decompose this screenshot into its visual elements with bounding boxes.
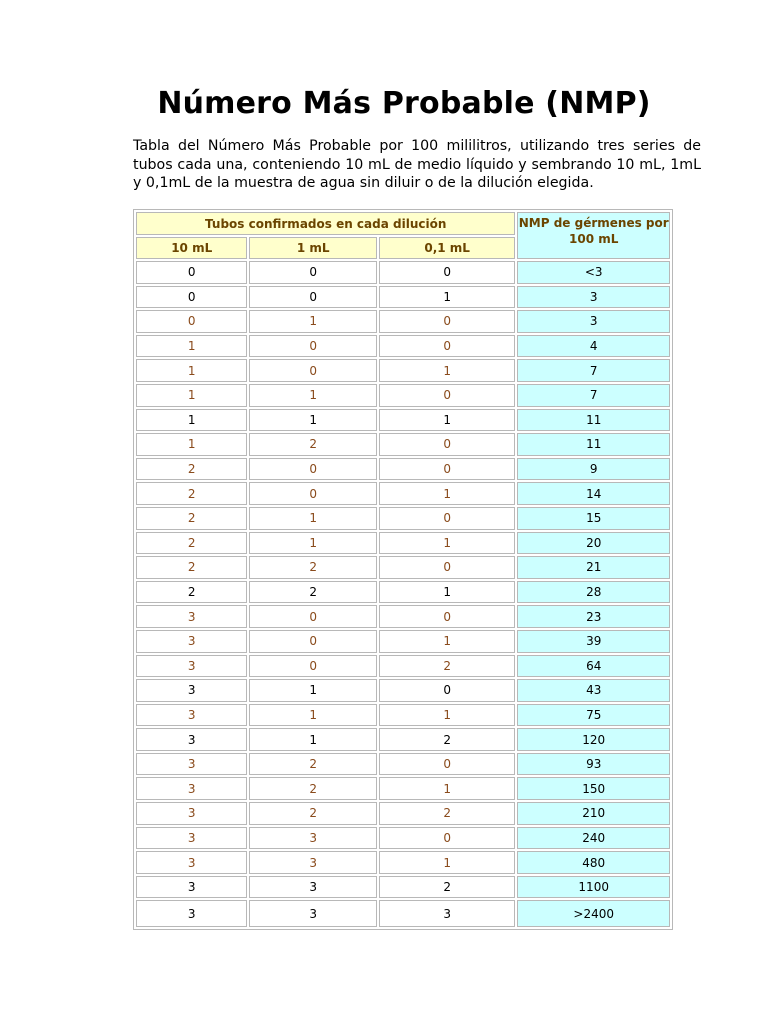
cell-10ml: 3 xyxy=(136,777,247,800)
cell-01ml: 2 xyxy=(379,876,516,899)
cell-nmp: 15 xyxy=(517,507,670,530)
table-row xyxy=(136,556,670,579)
cell-01ml: 1 xyxy=(379,630,516,653)
cell-01ml: 1 xyxy=(379,704,516,727)
cell-1ml: 0 xyxy=(249,605,376,628)
cell-nmp: 4 xyxy=(517,335,670,358)
nmp-header: NMP de gérmenes por 100 mL xyxy=(517,212,670,259)
cell-1ml: 2 xyxy=(249,581,376,604)
cell-01ml: 0 xyxy=(379,605,516,628)
table-row xyxy=(136,507,670,530)
cell-1ml: 2 xyxy=(249,556,376,579)
cell-01ml: 0 xyxy=(379,261,516,284)
cell-01ml: 1 xyxy=(379,581,516,604)
cell-10ml: 3 xyxy=(136,827,247,850)
cell-10ml: 2 xyxy=(136,556,247,579)
cell-nmp: 11 xyxy=(517,433,670,456)
cell-01ml: 1 xyxy=(379,777,516,800)
table-row xyxy=(136,630,670,653)
cell-01ml: 0 xyxy=(379,458,516,481)
cell-nmp: 21 xyxy=(517,556,670,579)
cell-01ml: 0 xyxy=(379,827,516,850)
table-row xyxy=(136,753,670,776)
intro-paragraph: Tabla del Número Más Probable por 100 mililitros, utilizando tres series de tubos cada una, conteniendo 10 mL de medio líquido y sembrando 10 mL, 1mL y 0,1mL de la muestra de agua sin diluir o de la dilución elegida. xyxy=(133,138,701,191)
cell-nmp: 150 xyxy=(517,777,670,800)
cell-nmp: <3 xyxy=(517,261,670,284)
cell-01ml: 0 xyxy=(379,507,516,530)
cell-10ml: 3 xyxy=(136,605,247,628)
table-row xyxy=(136,827,670,850)
cell-10ml: 1 xyxy=(136,335,247,358)
cell-10ml: 1 xyxy=(136,433,247,456)
cell-10ml: 0 xyxy=(136,261,247,284)
cell-nmp: 75 xyxy=(517,704,670,727)
table-row xyxy=(136,384,670,407)
cell-01ml: 0 xyxy=(379,384,516,407)
cell-10ml: 1 xyxy=(136,359,247,382)
cell-1ml: 0 xyxy=(249,630,376,653)
table-row xyxy=(136,605,670,628)
cell-10ml: 3 xyxy=(136,704,247,727)
cell-1ml: 2 xyxy=(249,753,376,776)
table-row xyxy=(136,310,670,333)
column-header-1ml: 1 mL xyxy=(249,237,376,259)
cell-10ml: 3 xyxy=(136,851,247,874)
cell-1ml: 0 xyxy=(249,458,376,481)
cell-01ml: 2 xyxy=(379,655,516,678)
table-row xyxy=(136,359,670,382)
cell-01ml: 0 xyxy=(379,433,516,456)
cell-nmp: 7 xyxy=(517,384,670,407)
cell-10ml: 1 xyxy=(136,409,247,432)
table-row xyxy=(136,286,670,309)
table-row xyxy=(136,679,670,702)
table-row xyxy=(136,261,670,284)
cell-10ml: 0 xyxy=(136,286,247,309)
cell-1ml: 1 xyxy=(249,507,376,530)
cell-10ml: 3 xyxy=(136,802,247,825)
cell-1ml: 1 xyxy=(249,384,376,407)
cell-10ml: 3 xyxy=(136,900,247,927)
cell-10ml: 1 xyxy=(136,384,247,407)
cell-1ml: 3 xyxy=(249,876,376,899)
table-row xyxy=(136,458,670,481)
cell-1ml: 0 xyxy=(249,261,376,284)
cell-nmp: 43 xyxy=(517,679,670,702)
cell-nmp: 39 xyxy=(517,630,670,653)
column-header-10ml: 10 mL xyxy=(136,237,247,259)
cell-01ml: 2 xyxy=(379,802,516,825)
cell-01ml: 3 xyxy=(379,900,516,927)
cell-nmp: 28 xyxy=(517,581,670,604)
cell-10ml: 3 xyxy=(136,876,247,899)
table-row xyxy=(136,482,670,505)
cell-01ml: 1 xyxy=(379,359,516,382)
cell-nmp: 3 xyxy=(517,310,670,333)
cell-01ml: 0 xyxy=(379,310,516,333)
table-row xyxy=(136,655,670,678)
group-header: Tubos confirmados en cada dilución xyxy=(136,212,515,235)
cell-01ml: 0 xyxy=(379,335,516,358)
table-row xyxy=(136,876,670,899)
cell-1ml: 3 xyxy=(249,900,376,927)
table-row xyxy=(136,409,670,432)
cell-1ml: 2 xyxy=(249,433,376,456)
cell-10ml: 3 xyxy=(136,728,247,751)
cell-nmp: 7 xyxy=(517,359,670,382)
cell-nmp: 240 xyxy=(517,827,670,850)
cell-1ml: 1 xyxy=(249,728,376,751)
cell-nmp: 14 xyxy=(517,482,670,505)
table-body xyxy=(136,261,670,927)
cell-1ml: 1 xyxy=(249,409,376,432)
cell-10ml: 2 xyxy=(136,507,247,530)
table-row xyxy=(136,704,670,727)
cell-01ml: 0 xyxy=(379,556,516,579)
cell-01ml: 0 xyxy=(379,679,516,702)
cell-nmp: 9 xyxy=(517,458,670,481)
cell-1ml: 2 xyxy=(249,777,376,800)
cell-10ml: 2 xyxy=(136,482,247,505)
cell-10ml: 2 xyxy=(136,581,247,604)
table-row xyxy=(136,777,670,800)
cell-01ml: 1 xyxy=(379,482,516,505)
cell-1ml: 0 xyxy=(249,286,376,309)
cell-10ml: 3 xyxy=(136,655,247,678)
table-row xyxy=(136,433,670,456)
cell-nmp: 210 xyxy=(517,802,670,825)
page-title: Número Más Probable (NMP) xyxy=(157,86,651,121)
cell-01ml: 1 xyxy=(379,532,516,555)
cell-nmp: 20 xyxy=(517,532,670,555)
cell-1ml: 2 xyxy=(249,802,376,825)
cell-10ml: 3 xyxy=(136,679,247,702)
table-row xyxy=(136,532,670,555)
cell-1ml: 1 xyxy=(249,679,376,702)
cell-nmp: 23 xyxy=(517,605,670,628)
nmp-table xyxy=(133,209,673,930)
cell-10ml: 3 xyxy=(136,753,247,776)
cell-nmp: 120 xyxy=(517,728,670,751)
cell-1ml: 3 xyxy=(249,827,376,850)
table-row xyxy=(136,728,670,751)
cell-1ml: 0 xyxy=(249,655,376,678)
cell-nmp: 64 xyxy=(517,655,670,678)
cell-nmp: 3 xyxy=(517,286,670,309)
cell-10ml: 2 xyxy=(136,532,247,555)
cell-10ml: 3 xyxy=(136,630,247,653)
table-row xyxy=(136,900,670,927)
cell-1ml: 0 xyxy=(249,482,376,505)
cell-01ml: 1 xyxy=(379,409,516,432)
column-header-01ml: 0,1 mL xyxy=(379,237,516,259)
table-row xyxy=(136,581,670,604)
cell-1ml: 1 xyxy=(249,532,376,555)
cell-01ml: 1 xyxy=(379,851,516,874)
cell-10ml: 0 xyxy=(136,310,247,333)
cell-1ml: 1 xyxy=(249,704,376,727)
cell-nmp: 480 xyxy=(517,851,670,874)
cell-nmp: 93 xyxy=(517,753,670,776)
cell-1ml: 1 xyxy=(249,310,376,333)
cell-1ml: 0 xyxy=(249,335,376,358)
cell-1ml: 0 xyxy=(249,359,376,382)
table-row xyxy=(136,335,670,358)
table-header-row xyxy=(136,212,670,235)
cell-nmp: 11 xyxy=(517,409,670,432)
cell-1ml: 3 xyxy=(249,851,376,874)
table-row xyxy=(136,802,670,825)
table-row xyxy=(136,851,670,874)
cell-01ml: 1 xyxy=(379,286,516,309)
cell-nmp: >2400 xyxy=(517,900,670,927)
cell-01ml: 2 xyxy=(379,728,516,751)
cell-10ml: 2 xyxy=(136,458,247,481)
cell-01ml: 0 xyxy=(379,753,516,776)
cell-nmp: 1100 xyxy=(517,876,670,899)
